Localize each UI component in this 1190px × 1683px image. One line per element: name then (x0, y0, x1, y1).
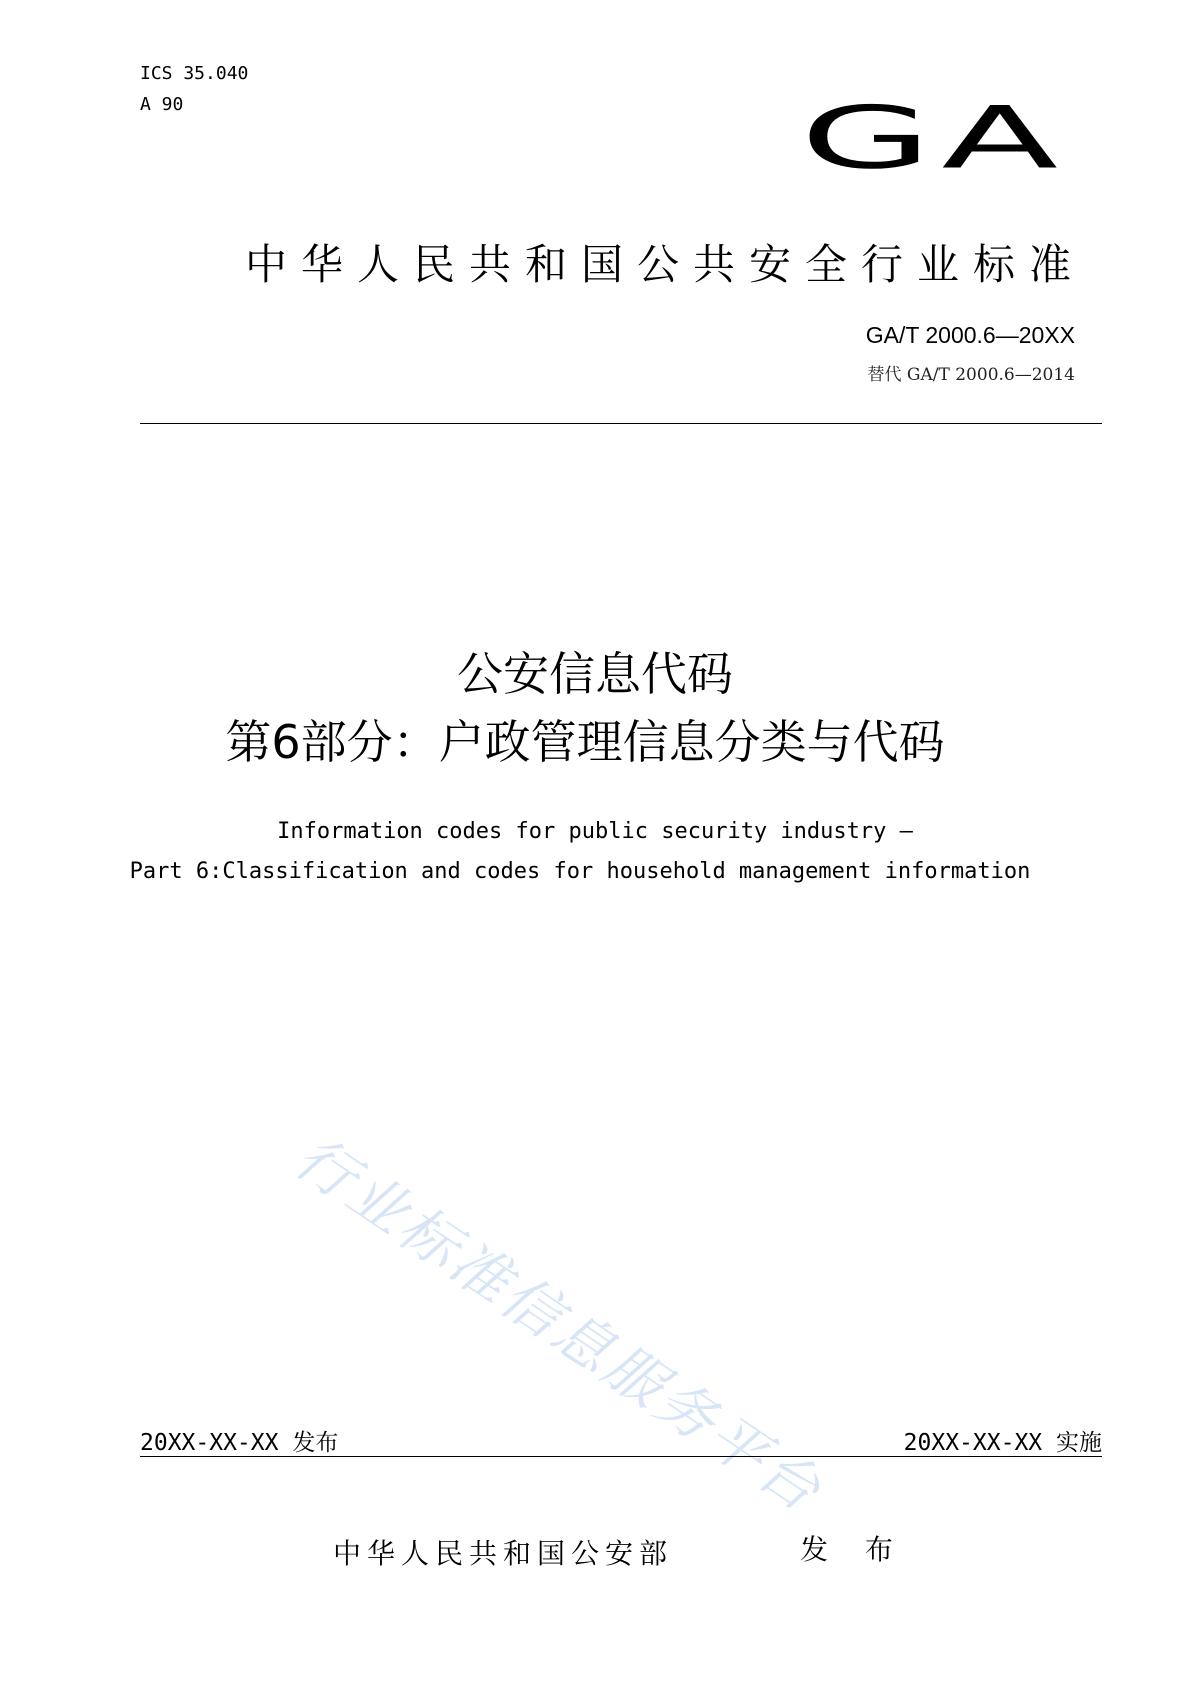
standard-class-title: 中华人民共和国公共安全行业标准 (245, 240, 1086, 289)
issue-date: 20XX-XX-XX 发布 (140, 1430, 339, 1456)
classification-codes (140, 58, 248, 120)
english-title-line1: Information codes for public security industry — (277, 819, 913, 844)
english-title (0, 812, 1190, 892)
footer-divider (140, 1456, 1102, 1457)
header-divider (140, 423, 1102, 424)
issue-verb: 发 布 (800, 1533, 907, 1566)
ccs-code: A 90 (140, 94, 184, 115)
issuing-authority: 中华人民共和国公安部 (333, 1537, 674, 1570)
chinese-title (0, 640, 1190, 776)
ics-code: ICS 35.040 (140, 63, 249, 84)
chinese-title-line1: 公安信息代码 (457, 647, 733, 701)
implementation-date: 20XX-XX-XX 实施 (903, 1430, 1102, 1456)
replaces-standard: 替代 GA/T 2000.6—2014 (867, 365, 1075, 385)
standard-number: GA/T 2000.6—20XX (865, 322, 1075, 348)
english-title-line2: Part 6:Classification and codes for household management information (129, 859, 1031, 884)
chinese-title-line2: 第6部分：户政管理信息分类与代码 (225, 715, 945, 769)
watermark: 行业标准信息服务平台 (283, 1122, 836, 1527)
ga-logo: GA (800, 87, 1068, 188)
